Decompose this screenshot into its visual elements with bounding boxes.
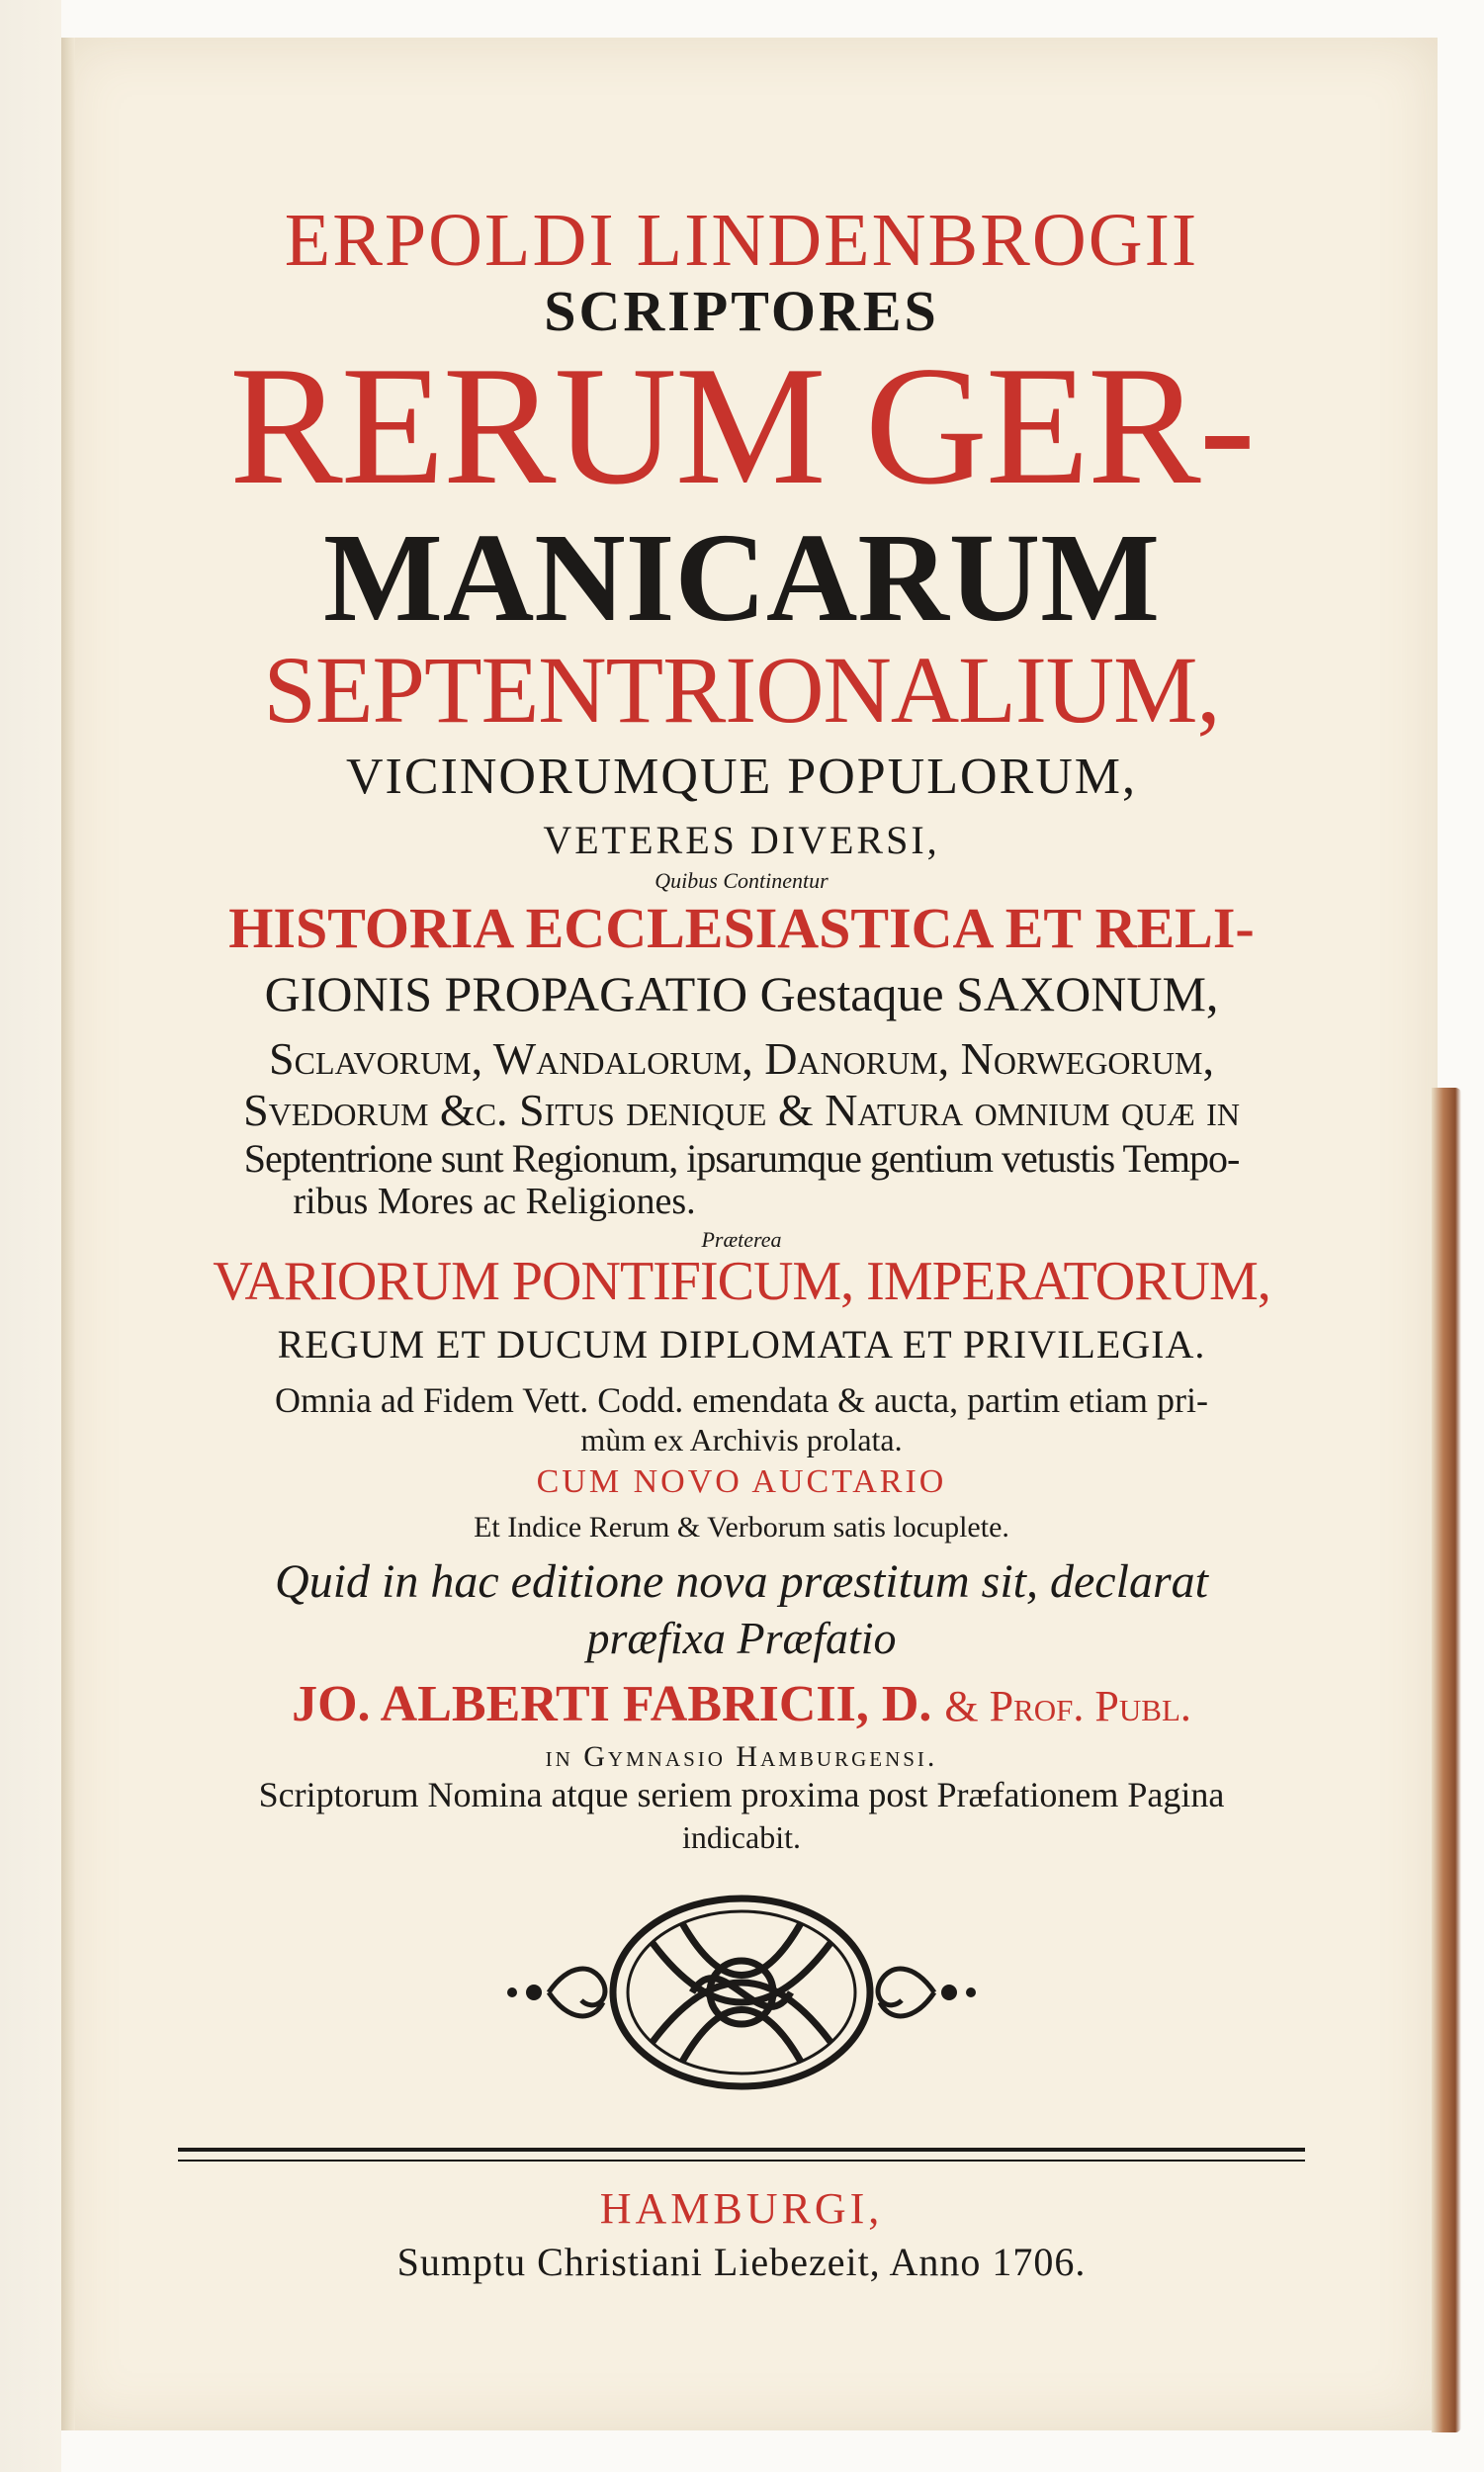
line-quibus: Quibus Continentur [655, 868, 829, 893]
line-et-indice: Et Indice Rerum & Verborum satis locuplete. [474, 1511, 1009, 1544]
line-praeterea: Præterea [701, 1227, 782, 1252]
author-name: ERPOLDI LINDENBROGII [284, 199, 1199, 282]
line-gionis: GIONIS PROPAGATIO Gestaque SAXONUM, [264, 966, 1219, 1021]
line-omnia: Omnia ad Fidem Vett. Codd. emendata & aucta, partim etiam pri- [274, 1380, 1209, 1420]
line-svedorum: Svedorum &c. Situs denique & Natura omnium quæ in [243, 1085, 1240, 1135]
imprint-rule-top [178, 2148, 1305, 2152]
adjacent-page-edge [0, 0, 61, 2472]
line-scriptorum: Scriptorum Nomina atque seriem proxima post Præfationem Pagina [258, 1775, 1225, 1814]
line-manicarum: MANICARUM [322, 507, 1161, 648]
line-regum: REGUM ET DUCUM DIPLOMATA ET PRIVILEGIA. [277, 1322, 1206, 1367]
line-ribus: ribus Mores ac Religiones. [293, 1181, 696, 1222]
line-scriptores: SCRIPTORES [544, 279, 939, 343]
binding-edge [1432, 1088, 1461, 2432]
line-historia: HISTORIA ECCLESIASTICA ET RELI- [228, 896, 1255, 960]
line-gymnasio: in Gymnasio Hamburgensi. [545, 1740, 938, 1773]
line-vicinorum: VICINORUMQUE POPULORUM, [345, 749, 1138, 805]
editor-name: JO. ALBERTI FABRICII, D. [292, 1676, 932, 1732]
line-indicabit: indicabit. [682, 1819, 801, 1855]
imprint-city: HAMBURGI, [599, 2184, 884, 2233]
line-editor [99, 1676, 1384, 1732]
line-quid-in-hac: Quid in hac editione nova præstitum sit, declarat [275, 1555, 1208, 1608]
line-variorum: VARIORUM PONTIFICUM, IMPERATORUM, [213, 1251, 1270, 1312]
line-veteres: VETERES DIVERSI, [543, 818, 940, 862]
line-praefixa-praefatio: præfixa Præfatio [586, 1613, 897, 1663]
interlaced-knot-ornament-icon [494, 1884, 989, 2101]
imprint-publisher: Sumptu Christiani Liebezeit, Anno 1706. [396, 2240, 1087, 2284]
imprint-rule-bottom [178, 2160, 1305, 2162]
line-rerum-ger: RERUM GER- [229, 332, 1254, 520]
line-cum-novo-auctario: CUM NOVO AUCTARIO [536, 1463, 947, 1500]
line-septentrione: Septentrione sunt Regionum, ipsarumque gentium vetustis Tempo- [243, 1136, 1240, 1181]
line-septentrionalium: SEPTENTRIONALIUM, [263, 637, 1220, 743]
book-gutter [61, 38, 75, 2430]
line-mum: mùm ex Archivis prolata. [580, 1422, 903, 1457]
line-sclavorum: Sclavorum, Wandalorum, Danorum, Norwegorum, [269, 1033, 1214, 1084]
editor-title: & Prof. Publ. [944, 1682, 1191, 1730]
